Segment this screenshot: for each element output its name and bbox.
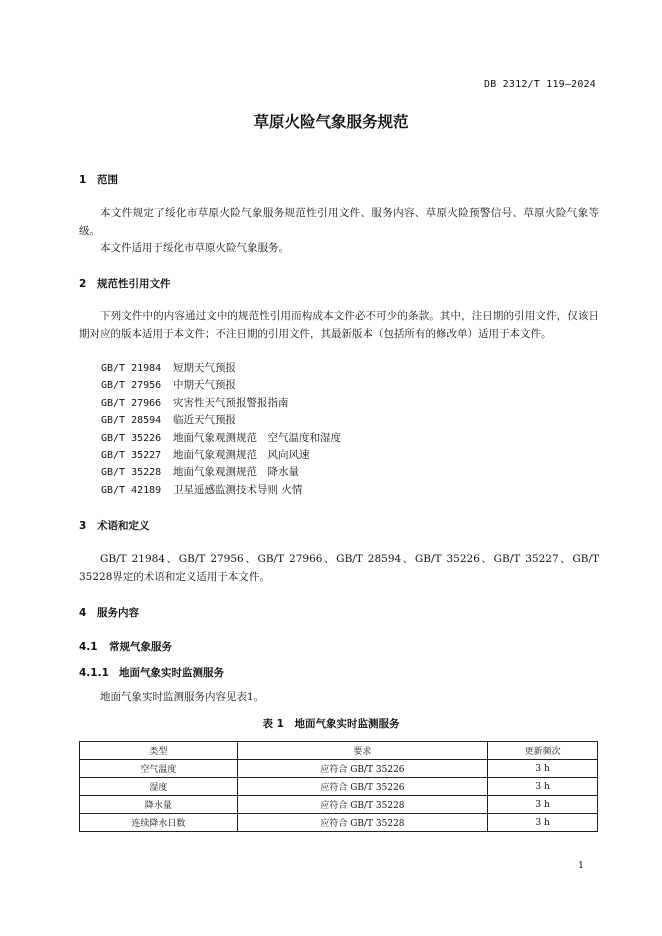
table-header-cell: 类型 <box>80 742 238 760</box>
document-title: 草原火险气象服务规范 <box>253 113 409 131</box>
terms-paragraph: GB/T 21984、GB/T 27956、GB/T 27966、GB/T 28594、GB/T 35226、GB/T 35227、GB/T 35228界定的术语和定义适用于本文件。 <box>79 553 599 583</box>
table-cell: 应符合 GB/T 35228 <box>237 814 488 832</box>
table-header-cell: 要求 <box>237 742 488 760</box>
subsection-heading-general-service <box>79 639 172 654</box>
table-cell: 3 h <box>488 778 598 796</box>
reference-list <box>101 360 341 499</box>
section-title: 服务内容 <box>97 607 139 619</box>
reference-code: GB/T 35226 <box>101 432 162 444</box>
table-row <box>80 778 598 796</box>
table-caption: 表 1 地面气象实时监测服务 <box>262 718 400 730</box>
subsection-number: 4.1 <box>79 641 98 653</box>
table-cell: 湿度 <box>80 778 238 796</box>
table-cell: 空气温度 <box>80 760 238 778</box>
reference-code: GB/T 21984 <box>101 363 162 374</box>
page-number: 1 <box>577 860 584 871</box>
section-number: 4 <box>79 607 87 619</box>
reference-name: 中期天气预报 <box>173 379 236 392</box>
normative-refs-intro: 下列文件中的内容通过文中的规范性引用而构成本文件必不可少的条款。其中，注日期的引用文件，仅该日期对应的版本适用于本文件；不注日期的引用文件，其最新版本（包括所有的修改单）适用于本文件。 <box>79 310 599 340</box>
table-cell: 应符合 GB/T 35226 <box>237 760 488 778</box>
scope-paragraph-2: 本文件适用于绥化市草原火险气象服务。 <box>100 242 289 254</box>
table-cell: 应符合 GB/T 35226 <box>237 778 488 796</box>
reference-name: 地面气象观测规范 降水量 <box>173 466 299 479</box>
table-row <box>80 760 598 778</box>
reference-name: 地面气象观测规范 风向风速 <box>173 448 310 461</box>
reference-item <box>101 482 341 499</box>
section-number: 3 <box>79 520 87 532</box>
reference-name: 地面气象观测规范 空气温度和湿度 <box>173 431 341 444</box>
table-row <box>80 814 598 832</box>
section-title: 术语和定义 <box>97 520 150 532</box>
table-cell: 3 h <box>488 760 598 778</box>
section-number: 1 <box>79 174 87 186</box>
reference-name: 短期天气预报 <box>173 362 236 374</box>
reference-item <box>101 430 341 447</box>
scope-paragraph-1: 本文件规定了绥化市草原火险气象服务规范性引用文件、服务内容、草原火险预警信号、草原火险气象等级。 <box>79 207 599 237</box>
reference-item <box>101 464 341 481</box>
reference-name: 灾害性天气预报警报指南 <box>173 396 289 409</box>
reference-item <box>101 395 341 412</box>
table-row <box>80 796 598 814</box>
reference-code: GB/T 27966 <box>101 397 162 409</box>
subsection-title: 地面气象实时监测服务 <box>119 667 224 679</box>
table-header-cell: 更新频次 <box>488 742 598 760</box>
service-paragraph: 地面气象实时监测服务内容见表1。 <box>100 691 265 703</box>
reference-code: GB/T 35227 <box>101 449 162 461</box>
table-cell: 应符合 GB/T 35228 <box>237 796 488 814</box>
reference-code: GB/T 35228 <box>101 467 162 479</box>
table-cell: 降水量 <box>80 796 238 814</box>
section-number: 2 <box>79 278 87 290</box>
reference-name: 卫星遥感监测技术导则 火情 <box>173 483 303 496</box>
reference-name: 临近天气预报 <box>173 414 236 427</box>
reference-item <box>101 377 341 394</box>
subsection-title: 常规气象服务 <box>109 641 172 653</box>
section-heading-terms <box>79 518 150 533</box>
section-heading-normative-refs <box>79 276 171 291</box>
table-cell: 3 h <box>488 814 598 832</box>
standard-code: DB 2312/T 119—2024 <box>484 79 596 90</box>
reference-item <box>101 447 341 464</box>
section-heading-scope <box>79 172 118 187</box>
subsection-number: 4.1.1 <box>79 667 109 679</box>
table-header-row <box>80 742 598 760</box>
section-title: 范围 <box>97 174 118 186</box>
reference-item <box>101 412 341 429</box>
monitoring-table <box>79 741 598 832</box>
reference-item <box>101 360 341 377</box>
reference-code: GB/T 42189 <box>101 484 162 496</box>
reference-code: GB/T 28594 <box>101 415 162 427</box>
reference-code: GB/T 27956 <box>101 380 162 392</box>
section-heading-service <box>79 605 139 620</box>
table-cell: 连续降水日数 <box>80 814 238 832</box>
section-title: 规范性引用文件 <box>97 278 171 290</box>
subsection-heading-realtime-monitoring <box>79 665 224 680</box>
table-cell: 3 h <box>488 796 598 814</box>
